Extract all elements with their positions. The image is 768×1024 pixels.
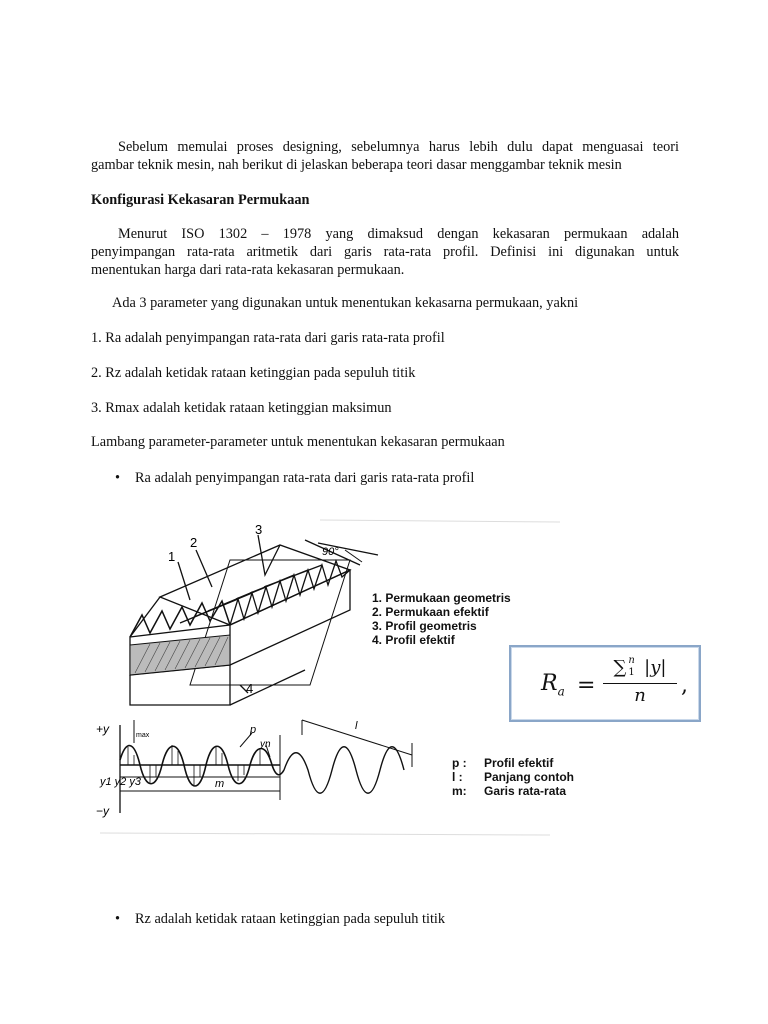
label-y-series: y1 y2 y3 — [100, 776, 141, 788]
section-heading: Konfigurasi Kekasaran Permukaan — [91, 192, 310, 208]
bullet-text: Rz adalah ketidak rataan ketinggian pada sepuluh titik — [135, 911, 446, 927]
definition-line-3: menentukan harga dari rata-rata kekasaran permukaan. — [91, 262, 405, 278]
formula-numerator: ∑ n 1 |y| — [613, 655, 667, 678]
formula-denominator: n — [634, 685, 646, 706]
label-m: m — [215, 778, 225, 790]
param-item-2: 2. Rz adalah ketidak rataan ketinggian pada sepuluh titik — [91, 365, 416, 381]
formula-lhs: $R_a$ — [541, 671, 565, 699]
bullet-dot: • — [115, 470, 121, 486]
symbols-intro: Lambang parameter-parameter untuk menentukan kekasaran permukaan — [91, 434, 505, 450]
formula-comma: , — [681, 673, 688, 698]
param-item-3: 3. Rmax adalah ketidak rataan ketinggian maksimun — [91, 400, 392, 416]
profile-legend-text-m: Garis rata-rata — [484, 784, 567, 798]
legend-item-1: 1. Permukaan geometris — [372, 591, 511, 605]
roughness-figure — [90, 515, 574, 840]
legend-item-3: 3. Profil geometris — [372, 619, 477, 633]
callout-4: 4 — [246, 681, 254, 696]
definition-line-1: Menurut ISO 1302 – 1978 yang dimaksud dengan kekasaran permukaan adalah — [118, 226, 679, 242]
callout-3: 3 — [255, 522, 263, 537]
formula-box — [509, 645, 701, 722]
axis-negative: −y — [96, 804, 110, 818]
legend-item-2: 2. Permukaan efektif — [372, 605, 489, 619]
label-max: max — [136, 732, 150, 739]
callout-2: 2 — [190, 535, 198, 550]
axis-positive: +y — [96, 722, 110, 736]
callout-1: 1 — [168, 549, 176, 564]
intro-line-1: Sebelum memulai proses designing, sebelumnya harus lebih dulu dapat menguasai teori — [118, 139, 679, 155]
angle-label: 90° — [322, 546, 339, 558]
label-p: p — [250, 724, 257, 736]
profile-legend-text-p: Profil efektif — [484, 756, 554, 770]
bullet-dot: • — [115, 911, 121, 927]
profile-legend-text-l: Panjang contoh — [484, 770, 574, 784]
profile-legend-key-m: m: — [452, 784, 467, 798]
formula-fraction-bar — [603, 683, 677, 684]
label-yn: yn — [260, 739, 271, 750]
legend-item-4: 4. Profil efektif — [372, 633, 455, 647]
profile-legend-key-l: l : — [452, 770, 463, 784]
profile-legend-key-p: p : — [452, 756, 467, 770]
params-intro: Ada 3 parameter yang digunakan untuk menentukan kekasarna permukaan, yakni — [112, 295, 579, 311]
bullet-text: Ra adalah penyimpangan rata-rata dari garis rata-rata profil — [135, 470, 475, 486]
param-item-1: 1. Ra adalah penyimpangan rata-rata dari garis rata-rata profil — [91, 330, 445, 346]
formula-equals: = — [577, 673, 596, 698]
intro-line-2: gambar teknik mesin, nah berikut di jelaskan beberapa teori dasar menggambar teknik mesin — [91, 157, 622, 173]
profile-diagram — [120, 720, 412, 813]
label-l: l — [355, 720, 358, 732]
definition-line-2: penyimpangan rata-rata aritmetik dari garis rata-rata profil. Definisi ini digunakan untuk — [91, 244, 679, 260]
